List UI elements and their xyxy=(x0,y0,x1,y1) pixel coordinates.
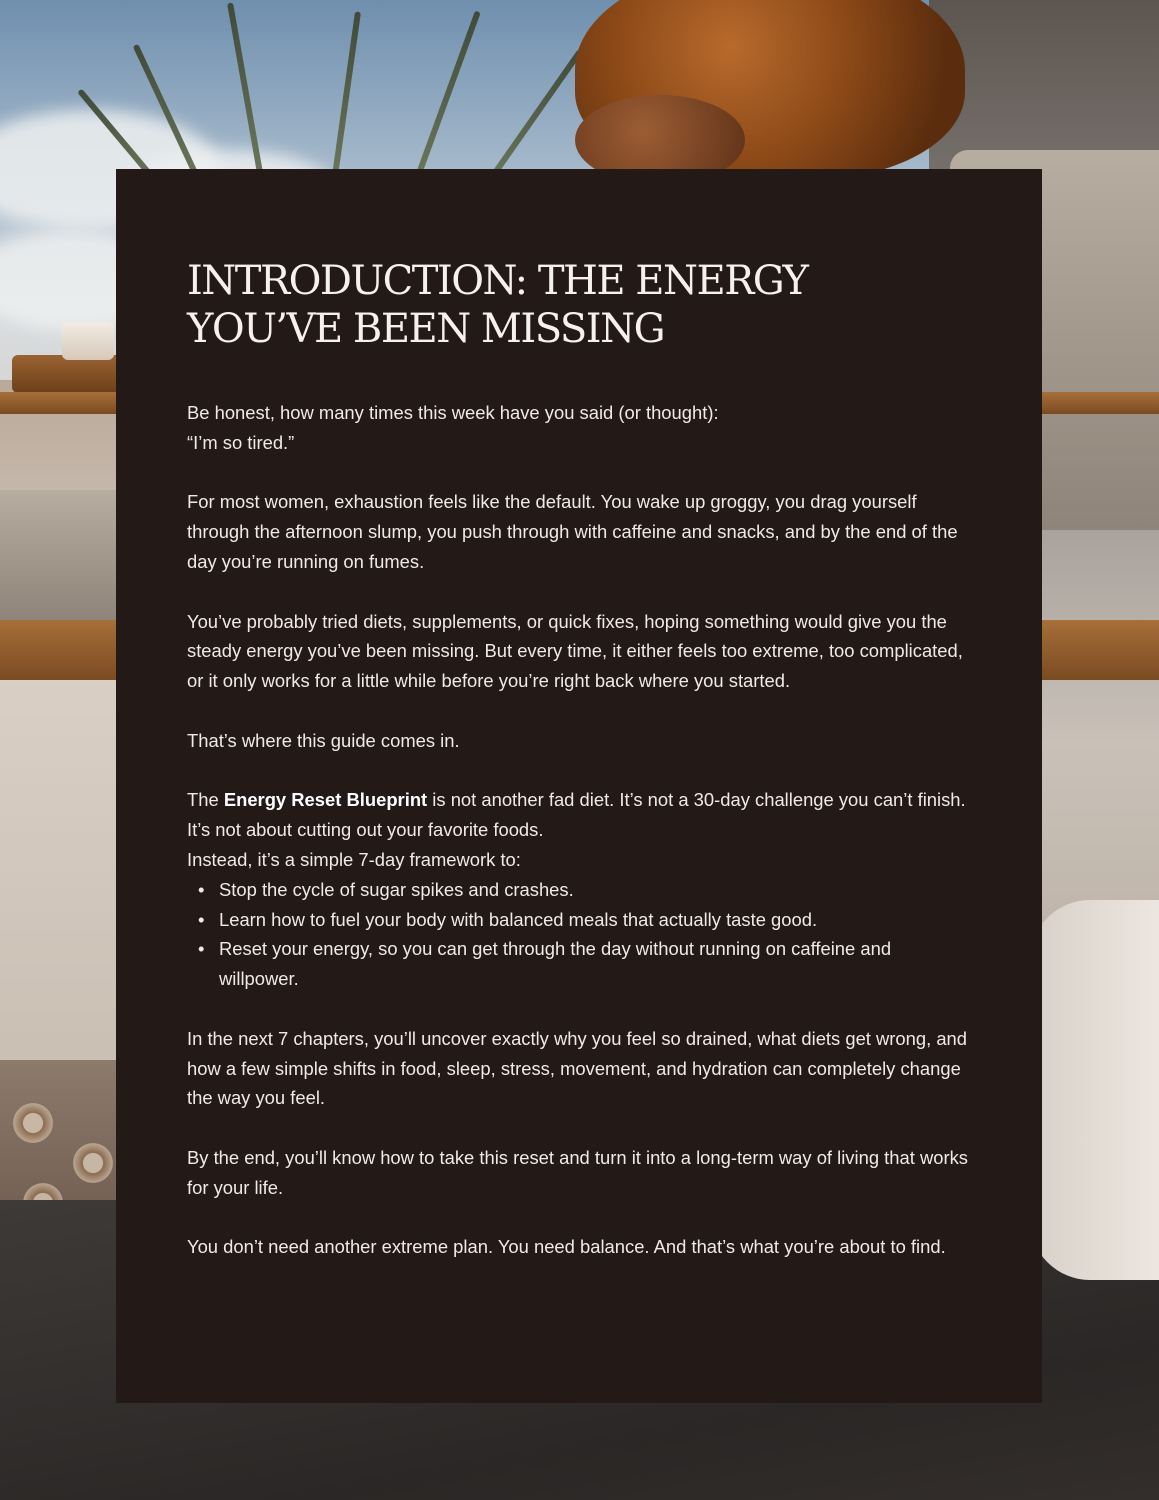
paragraph-8: You don’t need another extreme plan. You need balance. And that’s what you’re about to find. xyxy=(187,1236,946,1258)
program-name: Energy Reset Blueprint xyxy=(223,789,428,811)
paragraph-4: That’s where this guide comes in. xyxy=(187,729,460,751)
list-item: • Reset your energy, so you can get through the day without running on caffeine and willpower. xyxy=(219,934,970,994)
paragraph-5 xyxy=(187,785,970,845)
intro-body xyxy=(187,398,970,1262)
list-item: • Stop the cycle of sugar spikes and crashes. xyxy=(219,875,970,905)
paragraph-2: For most women, exhaustion feels like the default. You wake up groggy, you drag yourself through the afternoon slump, you push through with caffeine and snacks, and by the end of the day you’re running on fumes. xyxy=(187,491,958,572)
person-leg xyxy=(1030,900,1159,1280)
framework-list xyxy=(187,875,970,994)
floor-tile xyxy=(10,1100,56,1146)
paragraph-3: You’ve probably tried diets, supplements, or quick fixes, hoping something would give you the steady energy you’ve been missing. But every time, it either feels too extreme, too complicated, or it only works for a little while before you’re right back where you started. xyxy=(187,610,963,692)
intro-panel xyxy=(116,169,1042,1403)
paragraph-5-line-2: Instead, it’s a simple 7-day framework to: xyxy=(187,848,521,870)
paragraph-1-line-1: Be honest, how many times this week have you said (or thought): xyxy=(187,402,719,423)
wooden-tray xyxy=(12,355,122,393)
list-item: • Learn how to fuel your body with balanced meals that actually taste good. xyxy=(219,905,970,935)
candle xyxy=(62,322,114,360)
paragraph-1-line-2: “I’m so tired.” xyxy=(187,431,295,453)
paragraph-6: In the next 7 chapters, you’ll uncover exactly why you feel so drained, what diets get wrong, and how a few simple shifts in food, sleep, stress, movement, and hydration can completely change the way you feel. xyxy=(187,1027,968,1109)
paragraph-7: By the end, you’ll know how to take this reset and turn it into a long-term way of living that works for your life. xyxy=(187,1146,968,1198)
page-title: INTRODUCTION: THE ENERGY YOU’VE BEEN MISSING xyxy=(187,258,808,352)
paragraph-5-before: The xyxy=(187,789,224,811)
floor-tile xyxy=(70,1140,116,1186)
paragraph-5-after: is not another fad diet. It’s not a 30-day challenge you can’t finish. It’s not about cutting out your favorite foods. xyxy=(187,789,966,841)
